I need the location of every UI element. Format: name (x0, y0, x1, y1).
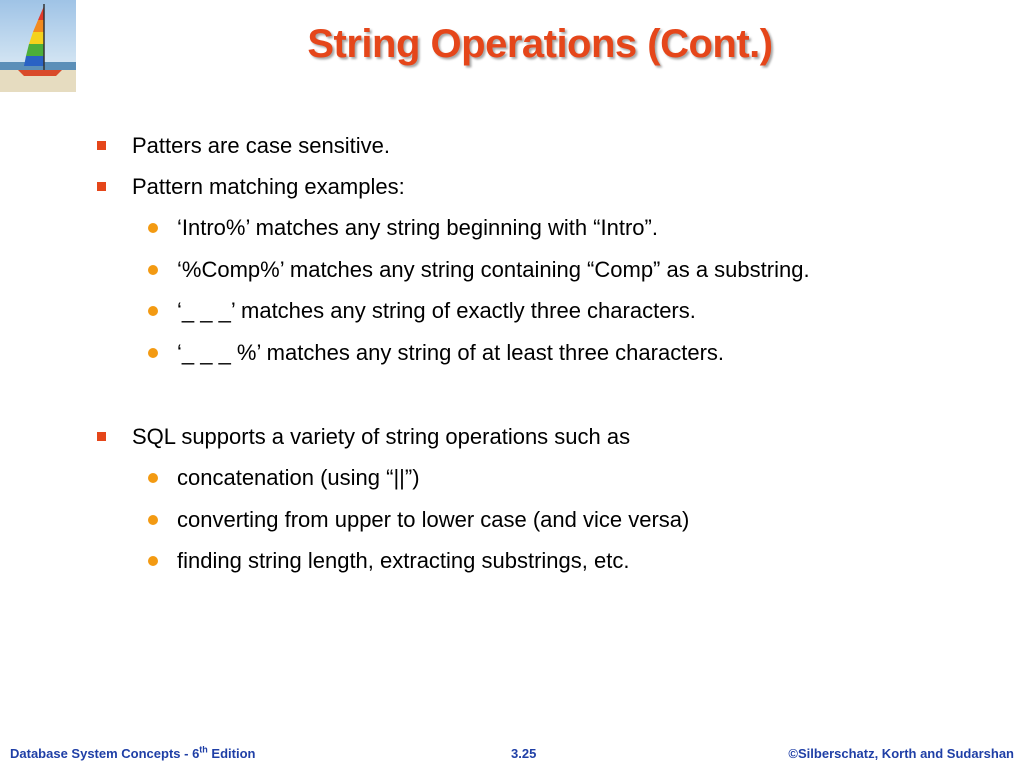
list-item: ‘_ _ _ %’ matches any string of at least three characters. (177, 340, 725, 365)
square-bullet-icon (97, 432, 106, 441)
round-bullet-icon (148, 306, 158, 316)
square-bullet-icon (97, 141, 106, 150)
footer-page-number: 3.25 (511, 746, 537, 761)
round-bullet-icon (148, 348, 158, 358)
footer-left (10, 746, 255, 761)
list-item: concatenation (using “||”) (177, 465, 420, 490)
list-item: ‘Intro%’ matches any string beginning with “Intro”. (177, 215, 658, 240)
list-item: converting from upper to lower case (and vice versa) (177, 507, 690, 532)
footer-copyright: ©Silberschatz, Korth and Sudarshan (788, 746, 1014, 761)
round-bullet-icon (148, 473, 158, 483)
footer-edition-suffix: Edition (207, 746, 256, 761)
round-bullet-icon (148, 265, 158, 275)
footer-edition-prefix: Database System Concepts - 6 (10, 746, 200, 761)
slide-title: String Operations (Cont.) (307, 22, 773, 66)
list-item: Patters are case sensitive. (132, 133, 391, 158)
list-item: ‘%Comp%’ matches any string containing “Comp” as a substring. (177, 257, 810, 282)
footer-edition-sup: th (199, 744, 208, 755)
round-bullet-icon (148, 556, 158, 566)
round-bullet-icon (148, 515, 158, 525)
square-bullet-icon (97, 182, 106, 191)
list-item: Pattern matching examples: (132, 174, 405, 199)
list-item: finding string length, extracting substrings, etc. (177, 548, 630, 573)
round-bullet-icon (148, 223, 158, 233)
list-item: SQL supports a variety of string operations such as (132, 424, 631, 449)
list-item: ‘_ _ _’ matches any string of exactly three characters. (177, 298, 696, 323)
